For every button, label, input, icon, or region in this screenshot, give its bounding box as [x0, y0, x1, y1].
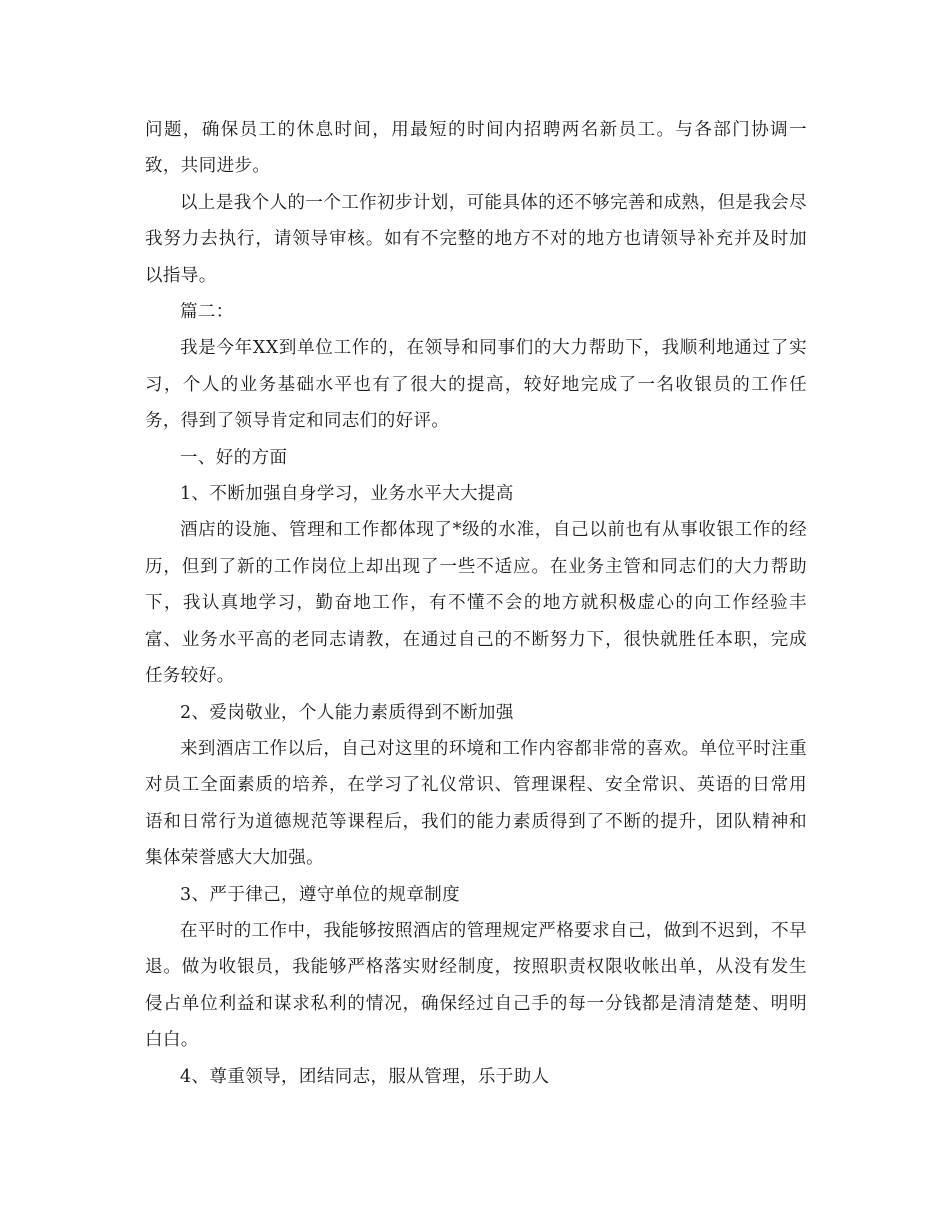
paragraph-plan-summary: 以上是我个人的一个工作初步计划，可能具体的还不够完善和成熟，但是我会尽我努力去执行，请领导审核。如有不完整的地方不对的地方也请领导补充并及时加以指导。 — [145, 192, 807, 286]
section-heading-part-two: 篇二： — [180, 302, 234, 323]
paragraph-item-2: 来到酒店工作以后，自己对这里的环境和工作内容都非常的喜欢。单位平时注重对员工全面素质的培养，在学习了礼仪常识、管理课程、安全常识、英语的日常用语和日常行为道德规范等课程后，我们的能力素质得到了不断的提升，团队精神和集体荣誉感大大加强。 — [145, 738, 807, 869]
heading-item-1: 1、不断加强自身学习，业务水平大大提高 — [180, 484, 514, 505]
heading-item-3: 3、严于律己，遵守单位的规章制度 — [180, 884, 461, 905]
paragraph-continuation: 问题，确保员工的休息时间，用最短的时间内招聘两名新员工。与各部门协调一致，共同进步。 — [145, 120, 807, 177]
heading-item-2: 2、爱岗敬业，个人能力素质得到不断加强 — [180, 702, 514, 723]
paragraph-item-1: 酒店的设施、管理和工作都体现了*级的水准，自己以前也有从事收银工作的经历，但到了新的工作岗位上却出现了一些不适应。在业务主管和同志们的大力帮助下，我认真地学习，勤奋地工作，有不懂不会的地方就积极虚心的向工作经验丰富、业务水平高的老同志请教，在通过自己的不断努力下，很快就胜任本职，完成任务较好。 — [145, 520, 807, 687]
document-body — [145, 112, 807, 1095]
heading-good-aspects: 一、好的方面 — [180, 447, 288, 468]
heading-item-4: 4、尊重领导，团结同志，服从管理，乐于助人 — [180, 1066, 550, 1087]
paragraph-item-3: 在平时的工作中，我能够按照酒店的管理规定严格要求自己，做到不迟到，不早退。做为收银员，我能够严格落实财经制度，按照职责权限收帐出单，从没有发生侵占单位利益和谋求私利的情况，确保经过自己手的每一分钱都是清清楚楚、明明白白。 — [145, 920, 807, 1051]
paragraph-intro: 我是今年XX到单位工作的，在领导和同事们的大力帮助下，我顺利地通过了实习，个人的业务基础水平也有了很大的提高，较好地完成了一名收银员的工作任务，得到了领导肯定和同志们的好评。 — [145, 338, 807, 432]
